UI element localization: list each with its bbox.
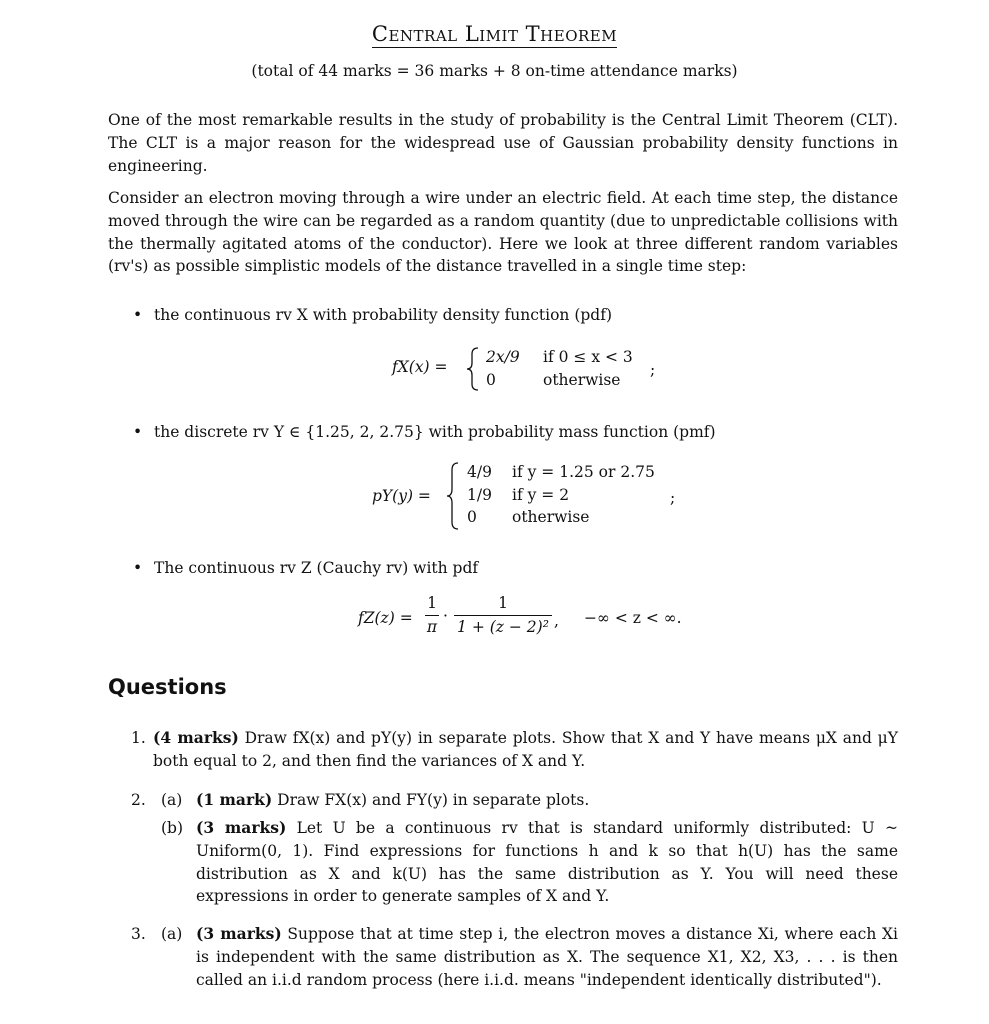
question-body: Let U be a continuous rv that is standard uniformly distributed: U ~ Uniform(0, 1). Find expressions for functions h and k so that h(U) has the same distribution as X and k(U) has the same distribution as Y. You will need these expressions in order to generate samples of X and Y. [196, 819, 898, 906]
eq-comma: , [554, 612, 559, 630]
subquestion-label: (a) [161, 791, 183, 809]
cases-values: 4/9 1/9 0 [467, 463, 492, 526]
eq-end: ; [650, 361, 656, 379]
question-body: Draw FX(x) and FY(y) in separate plots. [277, 791, 590, 809]
question-marks: (3 marks) [196, 818, 287, 837]
bullet-text: The continuous rv Z (Cauchy rv) with pdf [154, 559, 479, 577]
question-text [196, 817, 898, 908]
eq-dot: · [443, 607, 448, 625]
eq-end: ; [670, 489, 676, 507]
frac2-denominator: 1 + (z − 2)² [457, 618, 549, 636]
question-text [153, 727, 898, 773]
question-marks: (4 marks) [153, 728, 239, 747]
question-number: 3. [131, 925, 146, 943]
bullet-text: the continuous rv X with probability density function (pdf) [154, 306, 612, 324]
question-number: 2. [131, 791, 146, 809]
question-number: 1. [131, 729, 146, 747]
cases-conditions: if y = 1.25 or 2.75 if y = 2 otherwise [512, 463, 655, 526]
question-body: Draw fX(x) and pY(y) in separate plots. Show that X and Y have means μX and μY both equal to 2, and then find the variances of X and Y. [153, 729, 898, 770]
subquestion-label: (a) [161, 925, 183, 943]
question-body: Suppose that at time step i, the electron moves a distance Xi, where each Xi is independent with the same distribution as X. The sequence X1, X2, X3, . . . is then called an i.i.d random process (here i.i.d. means "independent identically distributed"). [196, 925, 898, 989]
eq-lhs: fX(x) = [392, 358, 448, 376]
left-brace [446, 461, 460, 531]
frac1-line [425, 615, 439, 616]
questions-heading: Questions [108, 675, 227, 699]
cases-conditions: if 0 ≤ x < 3 otherwise [543, 348, 633, 389]
question-text [196, 789, 898, 812]
bullet-dot: • [133, 306, 143, 324]
eq-lhs: fZ(z) = [358, 609, 413, 627]
page-subtitle: (total of 44 marks = 36 marks + 8 on-time attendance marks) [251, 62, 738, 80]
intro-paragraph-2: Consider an electron moving through a wire under an electric field. At each time step, the distance moved through the wire can be regarded as a random quantity (due to unpredictable collisions with the thermally agitated atoms of the conductor). Here we look at three different random variables (rv's) as possible simplistic models of the distance travelled in a single time step: [108, 189, 898, 276]
frac1-numerator: 1 [427, 594, 437, 612]
question-text [196, 923, 898, 991]
subquestion-label: (b) [161, 819, 184, 837]
frac2-line [454, 615, 552, 616]
bullet-dot: • [133, 559, 143, 577]
eq-lhs: pY(y) = [372, 487, 431, 505]
left-brace [466, 346, 480, 392]
bullet-dot: • [133, 423, 143, 441]
intro-paragraph-1: One of the most remarkable results in the study of probability is the Central Limit Theorem (CLT). The CLT is a major reason for the widespread use of Gaussian probability density functions in engineering. [108, 111, 898, 175]
question-marks: (3 marks) [196, 924, 282, 943]
question-marks: (1 mark) [196, 790, 273, 809]
eq-range: −∞ < z < ∞. [584, 609, 682, 627]
cases-values: 2x/9 0 [486, 348, 520, 389]
frac2-numerator: 1 [498, 594, 508, 612]
frac1-denominator: π [426, 618, 438, 636]
page-title: Central Limit Theorem [371, 22, 618, 46]
bullet-text: the discrete rv Y ∈ {1.25, 2, 2.75} with probability mass function (pmf) [154, 423, 716, 441]
